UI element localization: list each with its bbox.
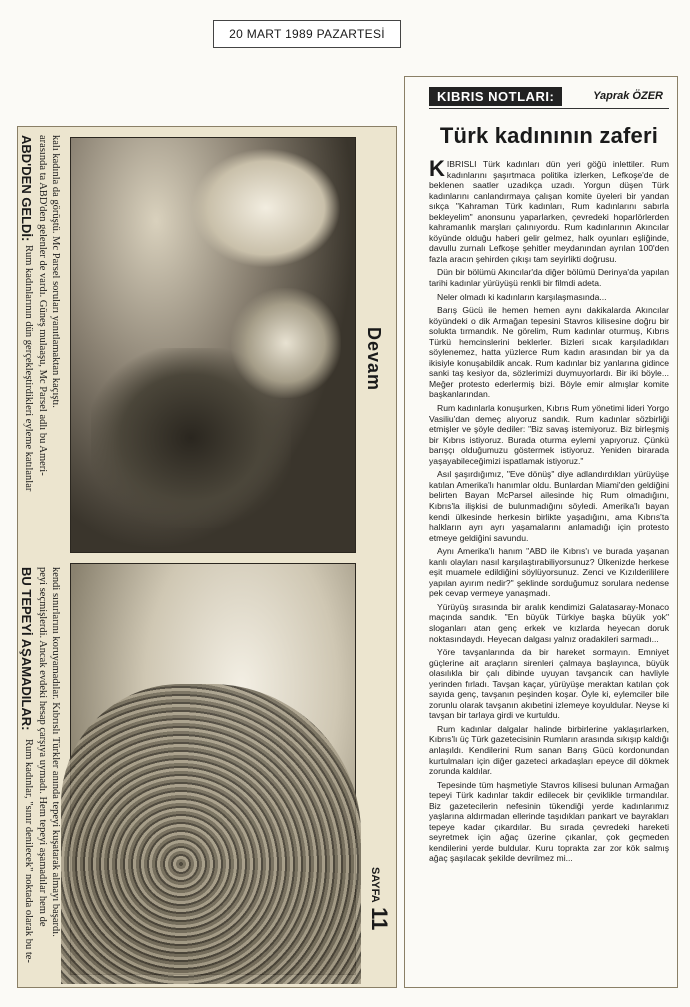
section-title: KIBRIS NOTLARI: (429, 87, 562, 106)
column-header (429, 86, 669, 109)
sayfa-label: SAYFA (369, 867, 381, 903)
author-name: Yaprak ÖZER (593, 90, 663, 102)
article-paragraph: KIBRISLI Türk kadınları dün yeri göğü inlettiler. Rum kadınlarını şaşırtmaca politika izlerken, Lefkoşe'de de beklenen saatler uzadıkça uzadı. Yorgun düşen Türk kadınlarını canlandırmaya çalışan komite üyeleri bir yandan sıkça "Kahraman Türk kadınları, Rum kadınlarını sabırla bekleyelim" anonsunu yaparlarken, çevredeki hoparlörlerden kahramanlık marşları çalınıyordu. Rum kadınlarının Akıncılar köyünde olduğu haberi gelir gelmez, halk oyunları eşliğinde, davullu zurnalı Lefkoşe şehitler meydanından ayrılan 100'den fazla aracın şehirden çıkışı tam seyirlikti doğrusu. (429, 159, 669, 264)
caption1-title: ABD'DEN GELDİ: (19, 135, 34, 242)
sayfa-number: 11 (367, 907, 392, 931)
article-paragraph: Neler olmadı ki kadınların karşılaşmasında... (437, 291, 607, 302)
date-label: 20 MART 1989 PAZARTESİ (213, 20, 401, 48)
caption2-text: Rum kadınlar, "sınır denilecek" noktada olarak bu te- (23, 739, 34, 963)
article-paragraph: Yürüyüş sırasında bir aralık kendimizi Galatasaray-Monaco maçında sandık. "En büyük Türkiye başka büyük yok" sloganları atan genç erkek ve kızlarda heyecan doruk noktasındaydı. Heyecan dalgası yalnız oradakileri sarmadı... (429, 601, 669, 644)
devam-label: Devam (364, 327, 384, 392)
article-paragraph: Rum kadınlarla konuşurken, Kıbrıs Rum yönetimi lideri Yorgo Vasiliu'dan demeç alıyoruz sandık. Rum kadınlar sözbirliği etmişler ve şöyle dediler: "Biz savaş istemiyoruz. Biz birleşmiş bir Kıbrıs istiyoruz. Burada oturma eylemi yapıyoruz. Çünkü barışçı olduğumuzu göstermek istiyoruz. Yeniden birarada yaşayabileceğimizi ispatlamak istiyoruz." (429, 403, 669, 466)
article-paragraph: Tepesinde tüm haşmetiyle Stavros kilisesi bulunan Armağan tepeyi Türk kadınlar takdir edilecek bir çeviklikle tırmandılar. Biz gazetecilerin nefesinin tükendiği yerde kadınlarımız yaşlarına aldırmadan ellerinde taşıdıkları pankart ve bayrakları tepeye kadar çıkardılar. Bu sırada çevredeki hareketi seyretmek için ağaç üzerine çıkanlar, çok geçmeden kendilerini yerde buldular. Kuru toprakta zar zor kök salmış ağaç şaşılacak şekilde devrilmez mi... (429, 779, 669, 864)
caption1-text: kalı kadınla da görüştü. Mc Parsel soruları yanıtlamaktan kaçıştı. (50, 135, 61, 408)
photo-hillside (70, 563, 356, 975)
article-paragraph: Aynı Amerika'lı hanım "ABD ile Kıbrıs'ı ve burada yaşanan kanlı olayları nasıl karşılaştırabiliyorsunuz? Ülkenizde herkese eşit muamele edildiğini söylüyorsunuz. Zenci ve Kızılderililere yapılan ayırım nedir?" şeklinde sorduğumuz sorulara nedense pek cevap vermeye yanaşmadı. (429, 546, 669, 599)
photo-women-crowd (70, 137, 356, 553)
caption2-title: BU TEPEYİ AŞAMADILAR: (19, 567, 34, 731)
drop-cap: K (429, 159, 445, 181)
headline: Türk kadınının zaferi (439, 123, 659, 148)
article-paragraph: Dün bir bölümü Akıncılar'da diğer bölümü Derinya'da yapılan tarihi kadınlar yürüyüşü renkli bir filmdi adeta. (429, 267, 669, 289)
article-body (429, 159, 669, 974)
article-paragraph: Barış Gücü ile hemen hemen aynı dakikalarda Akıncılar köyündeki o dik Armağan tepesini Stavros kilisesine doğru bir solukta tırmandık. Ne görelim, Rum kadınlar oturmuş, Kıbrıs Türkü hemcinslerini beklerler. Bizleri sıcak karşıladıkları söylenemez, hatta yüzlerce Rum kadın arasından bir ya da ikisiyle konuşabildik ancak. Rum kadınlar biz yanlarına gidince sanki taş kesiyor da, sözlerimizi duymuyorlardı. Bir iki böyle... Meğer protesto ederlermiş bizi. Böyle emir almışlar komite başkanlarından. (429, 305, 669, 400)
photo-clipping (17, 126, 397, 988)
article-paragraph: Yöre tavşanlarında da bir hareket sormayın. Emniyet güçlerine ait araçların sirenleri çalmaya başlayınca, büyük olasılıkla bir çalı dibinde uyuyan tavşancık can havliyle yerinden fırladı. Tavşan kaçar, yürüyüşe meraktan katılan çok sayıda genç, tavşanın peşinden koşar. Öyle ki, eylemciler bile zorunlu olarak tavşanın akıbetini izlemeye koyuldular. Neyse ki tavşan bir tarlaya girdi ve kurtuldu. (429, 647, 669, 721)
column-kibris-notlari (404, 76, 678, 988)
page-number (366, 867, 392, 930)
article-paragraph: Asıl şaşırdığımız, "Eve dönüş" diye adlandırdıkları yürüyüşe katılan Amerika'lı hanımlar oldu. Bunlardan Miami'den geldiğini belirten Bayan McParsel ailesinde hiç Rum olmadığını, Kıbrıs'la ilişkisi de bulunmadığını söyledi. Amerika'lı bayan kendi ülkesinde herkesin birlikte yaşadığını, ama Kıbrıs'ta halkların ayrı ayrı yaşamalarını anlamadığı için protesto etmeye geldiğini savundu. (429, 469, 669, 543)
caption1-text: Rum kadınlarının dün gerçekleştirdikleri eyleme katılanlar (23, 245, 34, 492)
article-paragraph: Rum kadınlar dalgalar halinde birbirlerine yaklaşırlarken, Kıbrıs'lı üç Türk gazetecisinin Rumların arasında sıkışıp kaldığı anlaşıldı. Kendilerini Rum sanan Barış Gücü kordonundan kurtulmaları için diğer gazeteci arkadaşları epeyce dil dökmek zorunda kaldılar. (429, 723, 669, 777)
caption2-text: kendi sınırlarını koruyamadılar. Kıbrıslı Türkler anında tepeyi kuşatarak almayı başardı. (50, 567, 61, 937)
caption1-text: arasında ta ABD'den gelenler de vardı. Güneş mulaaşu, Mc Parsel adlı bu Ameri- (37, 135, 48, 476)
caption2-text: peyi seçmişlerdi. Ancak evdeki hesap çarşıya uymadı. Hem tepeyi aşamadılar hem de (37, 567, 48, 927)
